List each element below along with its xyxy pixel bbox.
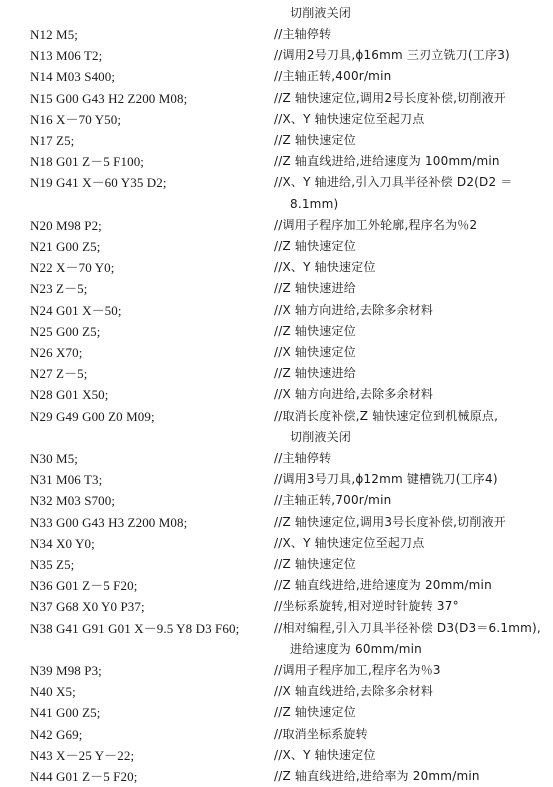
code-comment: //取消坐标系旋转 (274, 726, 368, 741)
program-line (0, 363, 553, 384)
nc-code: N24 G01 X－50; (30, 302, 122, 318)
program-line (0, 533, 553, 554)
comment-continuation: 进给速度为 60mm/min (290, 641, 422, 656)
code-comment: //主轴正转,700r/min (274, 493, 392, 508)
nc-code: N28 G01 X50; (30, 387, 109, 403)
code-comment: //Z 轴快速定位,调用3号长度补偿,切削液开 (274, 514, 506, 529)
program-line (0, 88, 553, 109)
program-line (0, 469, 553, 490)
code-comment: //取消长度补偿,Z 轴快速定位到机械原点, (274, 408, 499, 423)
nc-code: N40 X5; (30, 684, 76, 700)
program-line (0, 278, 553, 299)
program-line (0, 384, 553, 405)
nc-code: N17 Z5; (30, 133, 75, 148)
nc-code: N30 M5; (30, 451, 79, 466)
code-comment: //Z 轴快速定位 (274, 705, 356, 720)
code-comment: //X 轴快速定位 (274, 345, 356, 359)
nc-code: N12 M5; (30, 27, 79, 42)
program-line (0, 596, 553, 617)
program-line-continuation (0, 194, 553, 215)
nc-code: N43 X－25 Y－22; (30, 747, 135, 763)
code-comment: //Z 轴直线进给,进给速度为 20mm/min (274, 578, 492, 593)
nc-code: N19 G41 X－60 Y35 D2; (30, 175, 167, 191)
program-line (0, 554, 553, 575)
comment-continuation: 切削液关闭 (290, 429, 352, 444)
code-comment: //Z 轴快速定位 (274, 133, 356, 147)
program-line (0, 236, 553, 257)
code-comment: //X、Y 轴快速定位 (274, 260, 376, 275)
code-comment: //调用子程序加工,程序名为％3 (274, 663, 441, 677)
code-comment: //调用2号刀具,ϕ16mm 三刃立铣刀(工序3) (274, 48, 510, 63)
code-comment: //Z 轴快速定位 (274, 323, 356, 338)
nc-code: N29 G49 G00 Z0 M09; (30, 408, 155, 424)
program-line (0, 151, 553, 172)
program-line (0, 575, 553, 596)
program-line (0, 745, 553, 766)
code-comment: //坐标系旋转,相对逆时针旋转 37° (274, 599, 459, 614)
nc-code: N32 M03 S700; (30, 493, 116, 509)
nc-code: N20 M98 P2; (30, 217, 102, 233)
nc-code: N27 Z－5; (30, 366, 88, 382)
program-line (0, 702, 553, 723)
code-comment: //Z 轴快速定位 (274, 557, 356, 571)
program-line (0, 66, 553, 87)
program-line (0, 300, 553, 321)
program-line-continuation (0, 427, 553, 448)
nc-code: N38 G41 G91 G01 X－9.5 Y8 D3 F60; (30, 620, 240, 636)
nc-code: N33 G00 G43 H3 Z200 M08; (30, 514, 188, 530)
code-comment: //调用子程序加工外轮廓,程序名为％2 (274, 217, 478, 232)
code-comment: //Z 轴快速定位 (274, 239, 356, 253)
program-line (0, 490, 553, 511)
code-comment: //X、Y 轴快速定位 (274, 747, 376, 762)
nc-code: N37 G68 X0 Y0 P37; (30, 599, 145, 615)
nc-code: N22 X－70 Y0; (30, 260, 115, 276)
nc-code: N35 Z5; (30, 557, 75, 572)
nc-code: N14 M03 S400; (30, 69, 116, 85)
nc-code: N23 Z－5; (30, 281, 88, 297)
program-line (0, 109, 553, 130)
nc-code: N42 G69; (30, 726, 83, 742)
program-line (0, 406, 553, 427)
program-line (0, 257, 553, 278)
code-comment: //Z 轴快速定位,调用2号长度补偿,切削液开 (274, 90, 506, 105)
nc-code: N36 G01 Z－5 F20; (30, 578, 138, 594)
header-continuation-line (0, 3, 553, 24)
code-comment: //Z 轴直线进给,进给速度为 100mm/min (274, 154, 500, 169)
program-line (0, 215, 553, 236)
code-comment: //X、Y 轴进给,引入刀具半径补偿 D2(D2 ＝ (274, 175, 513, 190)
nc-code: N26 X70; (30, 345, 83, 360)
code-comment: //X、Y 轴快速定位至起刀点 (274, 535, 425, 550)
program-line (0, 724, 553, 745)
nc-code: N41 G00 Z5; (30, 705, 101, 721)
program-line (0, 24, 553, 45)
program-line (0, 448, 553, 469)
program-line-continuation (0, 639, 553, 660)
program-line (0, 512, 553, 533)
program-line (0, 342, 553, 363)
nc-code: N34 X0 Y0; (30, 535, 95, 551)
comment-continuation: 切削液关闭 (290, 6, 352, 20)
code-comment: //Z 轴直线进给,进给率为 20mm/min (274, 769, 480, 783)
nc-code: N16 X－70 Y50; (30, 111, 122, 127)
code-comment: //X 轴直线进给,去除多余材料 (274, 684, 434, 699)
code-comment: //Z 轴快速进给 (274, 366, 356, 381)
nc-code: N39 M98 P3; (30, 663, 102, 678)
nc-code: N15 G00 G43 H2 Z200 M08; (30, 90, 188, 106)
program-line (0, 681, 553, 702)
program-line (0, 321, 553, 342)
code-comment: //X 轴方向进给,去除多余材料 (274, 302, 434, 317)
program-line (0, 45, 553, 66)
nc-code: N44 G01 Z－5 F20; (30, 769, 138, 784)
nc-code: N18 G01 Z－5 F100; (30, 154, 145, 170)
nc-code: N13 M06 T2; (30, 48, 103, 64)
code-comment: //主轴正转,400r/min (274, 69, 392, 84)
code-comment: //主轴停转 (274, 451, 332, 465)
program-line (0, 172, 553, 193)
program-line (0, 618, 553, 639)
code-comment: //调用3号刀具,ϕ12mm 键槽铣刀(工序4) (274, 472, 498, 487)
nc-code: N31 M06 T3; (30, 472, 103, 488)
nc-code: N25 G00 Z5; (30, 323, 101, 339)
code-comment: //相对编程,引入刀具半径补偿 D3(D3＝6.1mm), (274, 620, 541, 635)
comment-continuation: 8.1mm) (290, 196, 339, 211)
program-line (0, 660, 553, 681)
nc-code: N21 G00 Z5; (30, 239, 101, 254)
code-comment: //主轴停转 (274, 27, 332, 41)
code-comment: //X、Y 轴快速定位至起刀点 (274, 111, 425, 126)
code-comment: //Z 轴快速进给 (274, 281, 356, 296)
program-line (0, 130, 553, 151)
code-comment: //X 轴方向进给,去除多余材料 (274, 387, 434, 402)
